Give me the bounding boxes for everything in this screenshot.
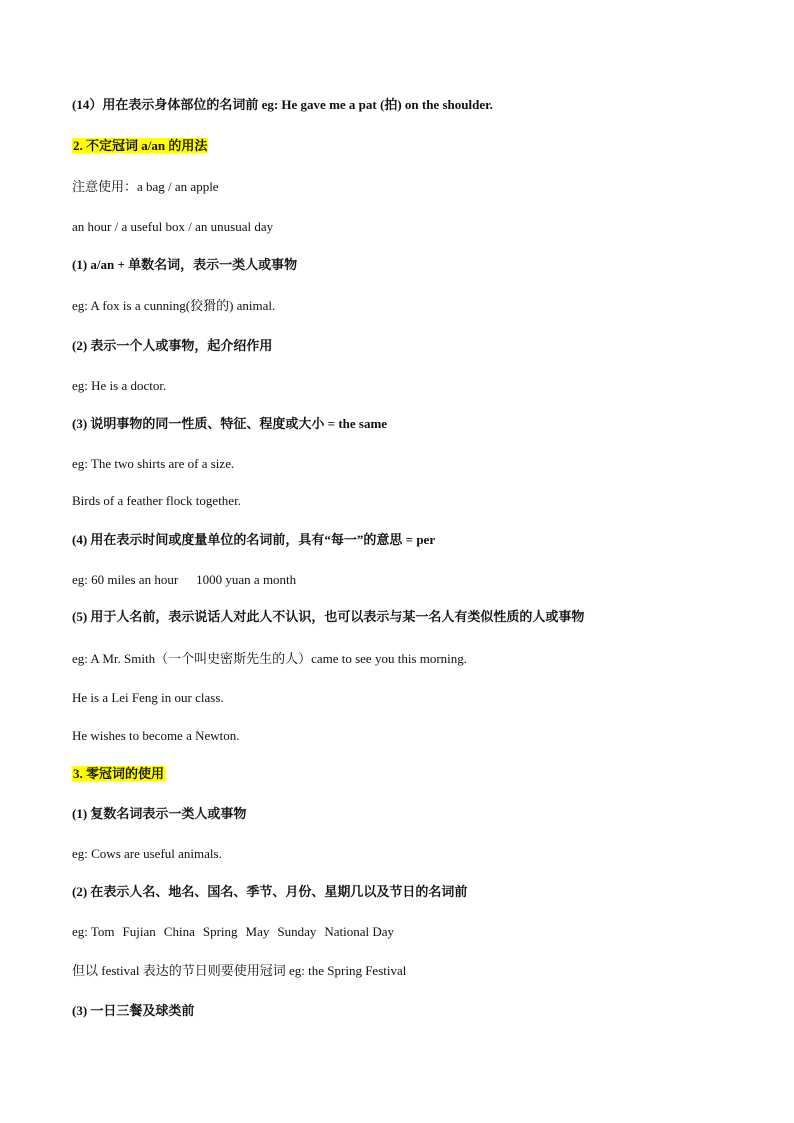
- example-word: Sunday: [277, 924, 317, 939]
- usage-note-examples: an hour / a useful box / an unusual day: [72, 219, 274, 234]
- rule-3-example-2: Birds of a feather flock together.: [72, 493, 241, 508]
- section-heading-2: [72, 137, 208, 155]
- rule-2-example: eg: He is a doctor.: [72, 378, 167, 393]
- zero-article-rule-2: (2) 在表示人名、地名、国名、季节、月份、星期几以及节日的名词前: [72, 884, 468, 899]
- zero-article-rule-3: (3) 一日三餐及球类前: [72, 1003, 195, 1018]
- heading-highlight: 2. 不定冠词 a/an 的用法: [73, 138, 208, 153]
- rule-1-example: eg: A fox is a cunning(狡猾的) animal.: [72, 298, 276, 313]
- rule-5-example-3: He wishes to become a Newton.: [72, 728, 240, 743]
- zero-article-rule-1: (1) 复数名词表示一类人或事物: [72, 806, 247, 821]
- rule-3: (3) 说明事物的同一性质、特征、程度或大小 = the same: [72, 416, 388, 431]
- rule-2: (2) 表示一个人或事物，起介绍作用: [72, 338, 273, 353]
- example-word: Spring: [202, 924, 238, 939]
- example-word: eg: Tom: [72, 924, 115, 939]
- example-word: China: [163, 924, 195, 939]
- rule-3-example: eg: The two shirts are of a size.: [72, 456, 235, 471]
- zero-article-rule-1-example: eg: Cows are useful animals.: [72, 846, 222, 861]
- example-word: Fujian: [122, 924, 156, 939]
- usage-note: 注意使用：a bag / an apple: [72, 179, 219, 194]
- section-heading-3: [72, 765, 165, 783]
- rule-4-example-b: 1000 yuan a month: [196, 572, 297, 587]
- heading-highlight: 3. 零冠词的使用: [73, 766, 165, 781]
- rule-4-example: [72, 571, 296, 589]
- example-word: May: [245, 924, 270, 939]
- rule-5-example-2: He is a Lei Feng in our class.: [72, 690, 224, 705]
- rule-4-example-a: eg: 60 miles an hour: [72, 572, 179, 587]
- example-word: National Day: [324, 924, 395, 939]
- rule-14: (14）用在表示身体部位的名词前 eg: He gave me a pat (拍) on the shoulder.: [72, 97, 493, 112]
- zero-article-rule-2-note: 但以 festival 表达的节日则要使用冠词 eg: the Spring Festival: [72, 963, 407, 978]
- rule-5: (5) 用于人名前，表示说话人对此人不认识，也可以表示与某一名人有类似性质的人或事物: [72, 609, 585, 624]
- rule-5-example: eg: A Mr. Smith（一个叫史密斯先生的人）came to see you this morning.: [72, 651, 468, 666]
- rule-1: (1) a/an + 单数名词，表示一类人或事物: [72, 257, 298, 272]
- rule-4: (4) 用在表示时间或度量单位的名词前，具有“每一”的意思 = per: [72, 532, 436, 547]
- zero-article-rule-2-example: [72, 923, 394, 941]
